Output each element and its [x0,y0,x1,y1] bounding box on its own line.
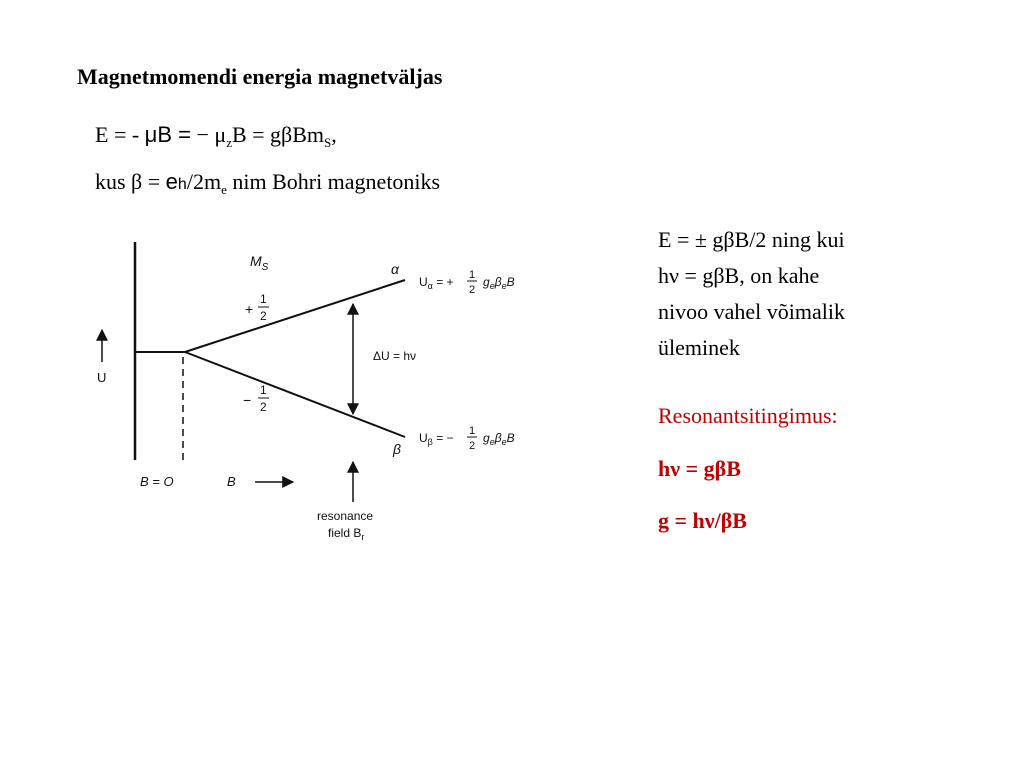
beta-level-line [185,352,405,437]
u-alpha-gbb: $g_e\beta_eB$ [483,275,515,291]
bohr-magneton-formula [95,169,440,195]
formula-sub-z: z [226,135,232,150]
formula-b-eq: B = gβBm [231,122,325,147]
u-alpha-half-num: 1 [469,269,476,281]
hbar-symbol: h [177,176,187,193]
alpha-label: α [391,261,399,277]
b-field-label: B [227,474,236,489]
zeeman-splitting-diagram [85,222,565,557]
sub-e: e [221,182,227,197]
plus-sign: + [245,301,254,317]
kus-beta-eq: kus β = [95,169,166,194]
plus-half-num: 1 [260,292,267,306]
resonance-title: Resonantsitingimus: [658,403,838,428]
u-beta-half-num: 1 [469,425,476,437]
explanation-line-4: üleminek [658,335,740,360]
minus-sign: − [243,392,252,408]
e-charge: e [165,169,178,194]
energy-explanation [658,222,938,366]
delta-u-label: ΔU = hν [373,349,417,363]
beta-label: β [393,441,401,457]
u-alpha-half-den: 2 [469,284,476,296]
minus-half-den: 2 [260,400,267,414]
u-axis-label: U [97,370,107,385]
resonance-equation-2: g = hν/βB [658,508,747,533]
slide-title: Magnetmomendi energia magnetväljas [77,64,443,89]
u-beta-gbb: $g_e\beta_eB$ [483,431,515,447]
formula-mu-b: μB = [144,122,191,147]
formula-sub-s: S [324,135,332,150]
formula-minus-mu: − μ [190,122,227,147]
u-beta-expression: $U_\beta$ = − [419,431,454,447]
u-beta-half-den: 2 [469,440,476,452]
u-alpha-expression: $U_\alpha$ = + [419,275,454,291]
minus-half-num: 1 [260,383,267,397]
ms-label: $M_S$ [250,253,269,273]
resonance-label-1: resonance [317,509,374,523]
two-m: /2m [186,169,222,194]
formula-comma: , [331,122,337,147]
formula-e-eq: E = - [95,122,145,147]
explanation-line-2: hν = gβB, on kahe [658,263,820,288]
explanation-line-3: nivoo vahel võimalik [658,299,845,324]
explanation-line-1: E = ± gβB/2 ning kui [658,227,845,252]
resonance-label-2: field $B_r$ [328,526,365,542]
b-zero-label: B = O [140,474,174,489]
bohr-text: nim Bohri magnetoniks [226,169,441,194]
energy-formula [95,122,337,148]
resonance-equation-1: hν = gβB [658,456,741,481]
alpha-level-line [185,280,405,352]
plus-half-den: 2 [260,309,267,323]
